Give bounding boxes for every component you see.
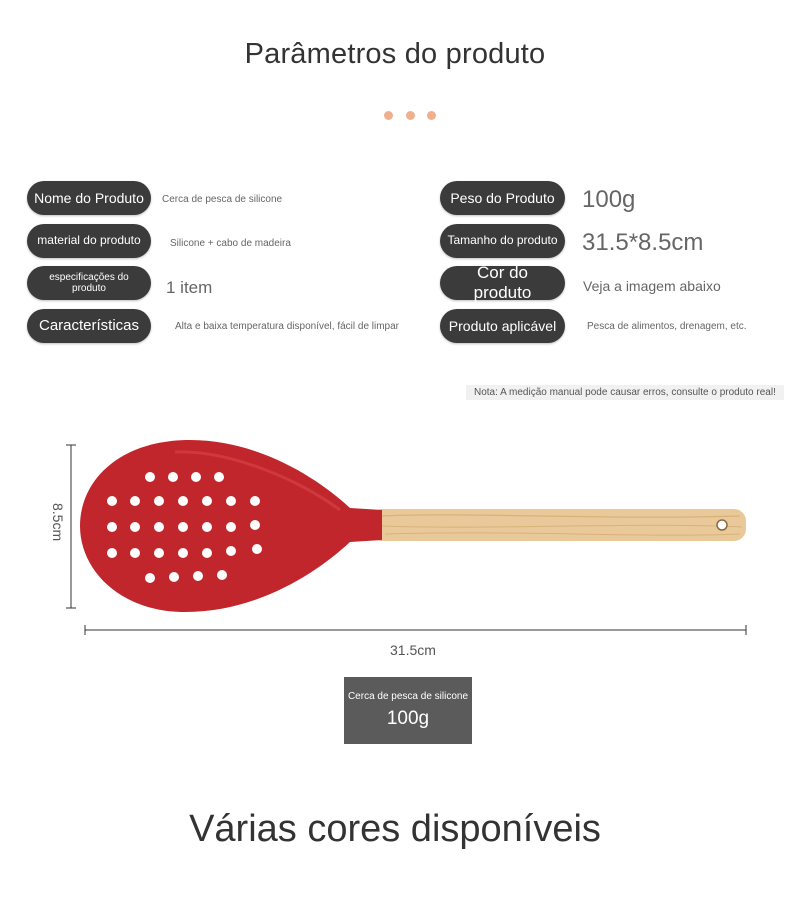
param-label-characteristics: Características — [27, 309, 151, 343]
param-label-applicable: Produto aplicável — [440, 309, 565, 343]
dot-1 — [384, 111, 393, 120]
param-label-product-name: Nome do Produto — [27, 181, 151, 215]
footer-title: Várias cores disponíveis — [189, 808, 601, 850]
param-label-color: Cor do produto — [440, 266, 565, 300]
param-label-size: Tamanho do produto — [440, 224, 565, 258]
dot-2 — [406, 111, 415, 120]
param-value-applicable: Pesca de alimentos, drenagem, etc. — [587, 321, 747, 332]
product-tag-weight: 100g — [386, 708, 430, 729]
param-label-specifications: especificações do produto — [27, 266, 151, 300]
param-value-product-name: Cerca de pesca de silicone — [162, 194, 283, 205]
param-value-material: Silicone + cabo de madeira — [170, 238, 291, 249]
height-dimension-line — [66, 445, 76, 608]
measurement-note: Nota: A medição manual pode causar erros, consulte o produto real! — [466, 385, 784, 400]
dot-3 — [427, 111, 436, 120]
height-label: 8.5cm — [50, 503, 66, 542]
param-value-specifications: 1 item — [166, 278, 213, 297]
param-label-weight: Peso do Produto — [440, 181, 565, 215]
product-tag-name: Cerca de pesca de silicone — [347, 691, 469, 702]
page-title: Parâmetros do produto — [244, 38, 546, 70]
silicone-head — [80, 440, 382, 612]
param-value-weight: 100g — [582, 186, 636, 213]
param-value-size: 31.5*8.5cm — [582, 229, 704, 256]
param-value-color: Veja a imagem abaixo — [583, 278, 721, 294]
product-tag — [344, 677, 472, 744]
ghost-subtitle — [0, 72, 790, 88]
length-label: 31.5cm — [390, 642, 436, 658]
length-dimension-line — [85, 625, 746, 635]
param-value-characteristics: Alta e baixa temperatura disponível, fácil de limpar — [175, 321, 400, 332]
wooden-handle — [370, 509, 746, 541]
param-label-material: material do produto — [27, 224, 151, 258]
